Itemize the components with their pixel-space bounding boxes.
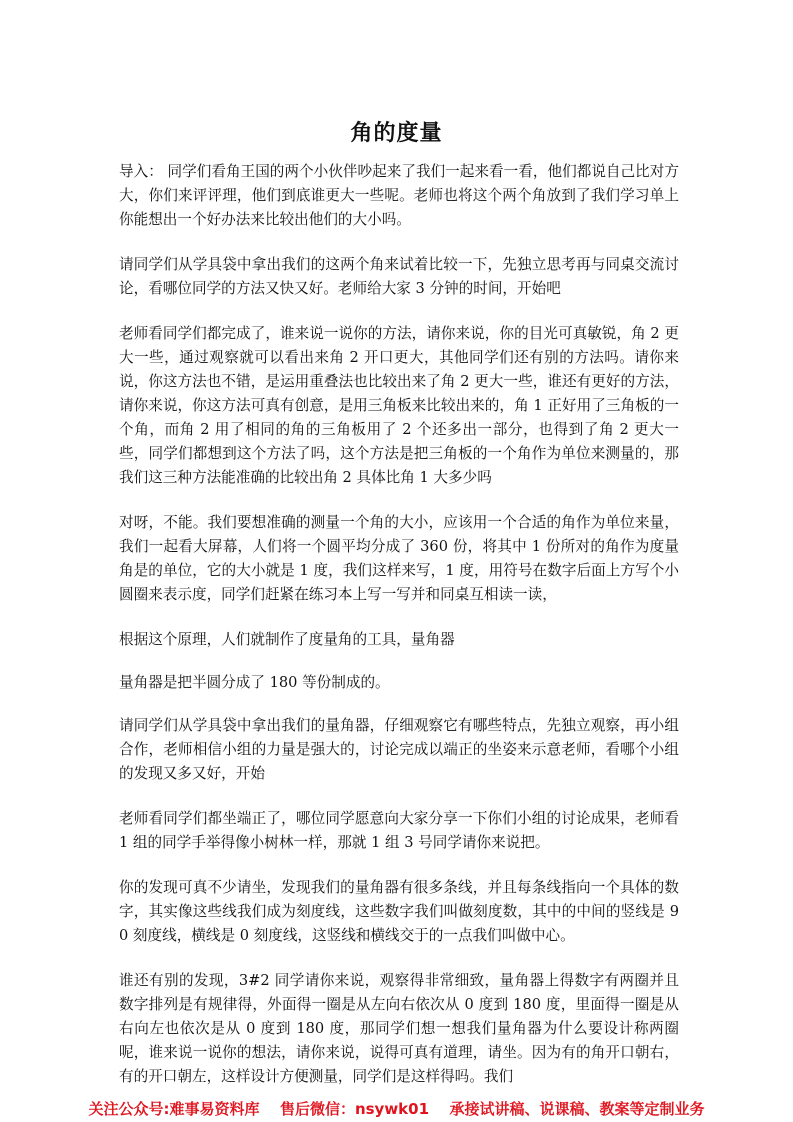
footer-services: 承接试讲稿、说课稿、教案等定制业务	[449, 1100, 705, 1118]
paragraph: 请同学们从学具袋中拿出我们的量角器，仔细观察它有哪些特点，先独立观察，再小组合作，老师相信小组的力量是强大的，讨论完成以端正的坐姿来示意老师，看哪个小组的发现又多又好，开始	[119, 717, 679, 782]
footer-wechat: 售后微信：nsywk01	[279, 1100, 430, 1118]
paragraph: 老师看同学们都完成了，谁来说一说你的方法，请你来说，你的目光可真敏锐，角 2 更大一些，通过观察就可以看出来角 2 开口更大，其他同学们还有别的方法吗。请你来说，你这方法也不错，是运用重叠法也比较出来了角 2 更大一些，谁还有更好的方法，请你来说，你这方法可真有创意，是用三角板来比较出来的，角 1 正好用了三角板的一个角，而角 2 用了相同的角的三角板用了 2 个还多出一部分，也得到了角 2 更大一些，同学们都想到这个方法了吗，这个方法是把三角板的一个角作为单位来测量的，那我们这三种方法能准确的比较出角 2 具体比角 1 大多少吗	[119, 325, 679, 486]
page-title: 角的度量	[350, 120, 443, 146]
paragraph: 请同学们从学具袋中拿出我们的这两个角来试着比较一下，先独立思考再与同桌交流讨论，看哪位同学的方法又快又好。老师给大家 3 分钟的时间，开始吧	[119, 256, 679, 297]
paragraph: 对呀，不能。我们要想准确的测量一个角的大小，应该用一个合适的角作为单位来量，我们一起看大屏幕，人们将一个圆平均分成了 360 份，将其中 1 份所对的角作为度量角是的单位，它的大小就是 1 度，我们这样来写，1 度，用符号在数字后面上方写个小圆圈来表示度，同学们赶紧在练习本上写一写并和同桌互相读一读，	[119, 514, 679, 603]
paragraph: 根据这个原理，人们就制作了度量角的工具，量角器	[119, 631, 455, 648]
paragraph: 量角器是把半圆分成了 180 等份制成的。	[119, 674, 390, 691]
paragraph-intro: 导入： 同学们看角王国的两个小伙伴吵起来了我们一起来看一看，他们都说自己比对方大，你们来评评理，他们到底谁更大一些呢。老师也将这个两个角放到了我们学习单上你能想出一个好办法来比较出他们的大小吗。	[119, 163, 679, 228]
paragraph: 你的发现可真不少请坐，发现我们的量角器有很多条线，并且每条线指向一个具体的数字，其实像这些线我们成为刻度线，这些数字我们叫做刻度数，其中的中间的竖线是 90 刻度线，横线是 0 刻度线，这竖线和横线交于的一点我们叫做中心。	[119, 879, 679, 944]
footer-public-account: 关注公众号:难事易资料库	[88, 1100, 260, 1118]
paragraph: 谁还有别的发现，3#2 同学请你来说，观察得非常细致，量角器上得数字有两圈并且数字排列是有规律得，外面得一圈是从左向右依次从 0 度到 180 度，里面得一圈是从右向左也依次是从 0 度到 180 度，那同学们想一想我们量角器为什么要设计称两圈呢，谁来说一说你的想法，请你来说，说得可真有道理，请坐。因为有的角开口朝右，有的开口朝左，这样设计方便测量，同学们是这样得吗。我们	[119, 972, 679, 1085]
footer-banner	[0, 1096, 793, 1122]
paragraph: 老师看同学们都坐端正了，哪位同学愿意向大家分享一下你们小组的讨论成果，老师看 1 组的同学手举得像小树林一样，那就 1 组 3 号同学请你来说把。	[119, 810, 679, 851]
document-body	[119, 160, 679, 1110]
